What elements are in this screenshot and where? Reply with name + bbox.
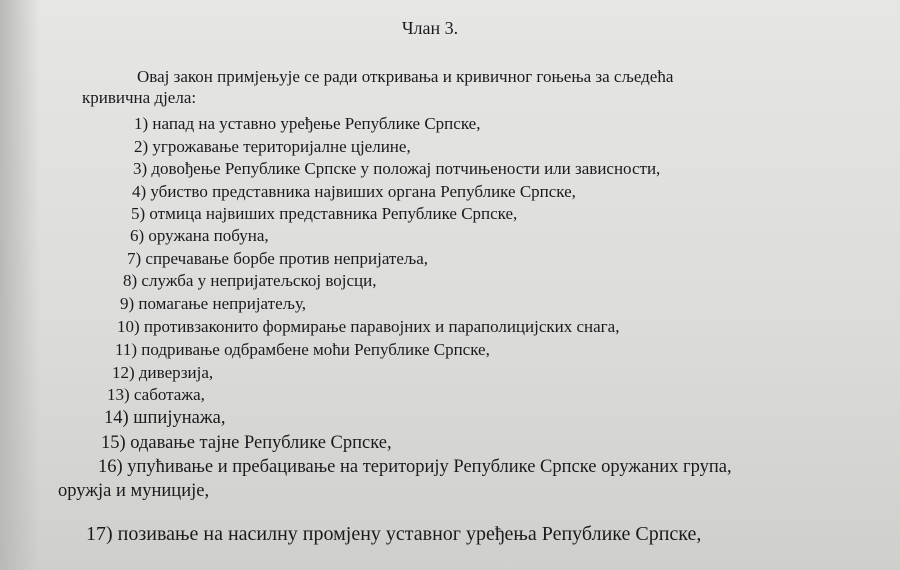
list-item-8: 8) служба у непријатељској војсци,: [123, 271, 377, 290]
list-item-2: 2) угрожавање територијалне цјелине,: [134, 137, 411, 156]
intro-line-1: Овај закон примјењује се ради откривања и кривичног гоњења за сљедећа: [137, 67, 674, 86]
list-item-13: 13) саботажа,: [107, 385, 205, 404]
page-edge-shadow: [0, 0, 40, 570]
list-item-10: 10) противзаконито формирање паравојних и параполицијских снага,: [117, 317, 620, 336]
list-item-12: 12) диверзија,: [112, 363, 214, 382]
list-item-7: 7) спречавање борбе против непријатеља,: [127, 249, 429, 268]
article-heading: Члан 3.: [401, 18, 459, 38]
list-item-16: 16) упућивање и пребацивање на територију Републике Српске оружаних група,: [98, 457, 732, 477]
intro-line-2: кривична дјела:: [82, 88, 197, 107]
list-item-14: 14) шпијунажа,: [104, 408, 226, 428]
list-item-4: 4) убиство представника највиших органа Републике Српске,: [132, 182, 576, 201]
list-item-3: 3) довођење Републике Српске у положај потчињености или зависности,: [133, 159, 661, 178]
list-item-15: 15) одавање тајне Републике Српске,: [101, 433, 392, 453]
intro-paragraph: [82, 66, 812, 108]
list-item-17: 17) позивање на насилну промјену уставног уређења Републике Српске,: [86, 523, 702, 545]
list-item-6: 6) оружана побуна,: [130, 226, 269, 245]
list-item-5: 5) отмица највиших представника Републике Српске,: [131, 204, 518, 223]
list-item-9: 9) помагање непријатељу,: [120, 294, 307, 313]
list-item-11: 11) подривање одбрамбене моћи Републике Српске,: [115, 340, 490, 359]
list-item-1: 1) напад на уставно уређење Републике Српске,: [134, 114, 481, 133]
list-item-16-continuation: оружја и муниције,: [58, 481, 210, 501]
